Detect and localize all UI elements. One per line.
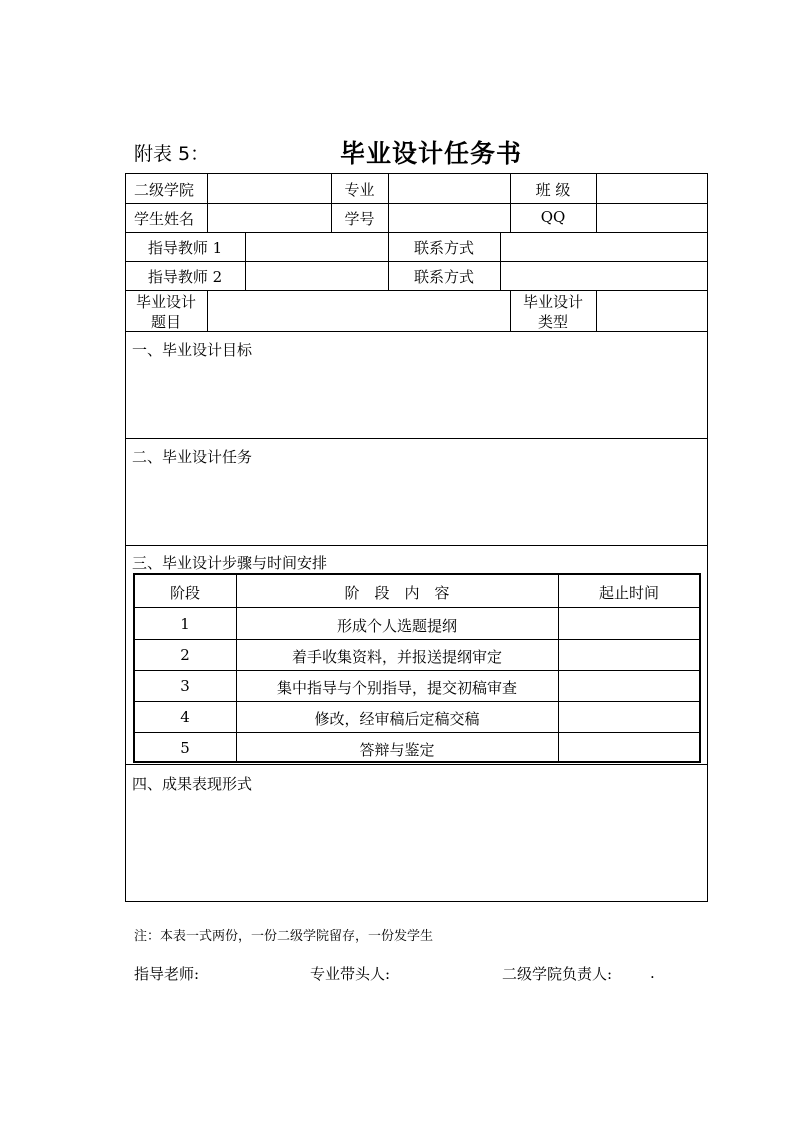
advisor-signature-label: 指导老师: bbox=[134, 965, 200, 983]
topic-label-line1: 毕业设计 bbox=[135, 293, 196, 311]
college-head-signature-label: 二级学院负责人: bbox=[502, 965, 613, 983]
major-label: 专业 bbox=[344, 181, 375, 199]
topic-label-line2: 题目 bbox=[150, 313, 181, 331]
row-divider bbox=[125, 438, 708, 439]
schedule-row-divider bbox=[134, 607, 700, 608]
row-divider bbox=[125, 232, 708, 233]
schedule-row-divider bbox=[134, 701, 700, 702]
schedule-header-time: 起止时间 bbox=[598, 584, 659, 602]
type-label-line1: 毕业设计 bbox=[522, 293, 583, 311]
col-divider bbox=[388, 174, 389, 232]
row-divider bbox=[125, 290, 708, 291]
row-divider bbox=[125, 764, 708, 765]
section-output-heading: 四、成果表现形式 bbox=[132, 775, 253, 793]
advisor2-label: 指导教师 2 bbox=[147, 268, 223, 286]
schedule-content-cell: 形成个人选题提纲 bbox=[336, 617, 457, 635]
schedule-stage-cell: 4 bbox=[180, 708, 190, 726]
qq-label: QQ bbox=[540, 208, 566, 226]
student-id-label: 学号 bbox=[344, 210, 375, 228]
schedule-content-cell: 答辩与鉴定 bbox=[359, 741, 435, 759]
schedule-stage-cell: 3 bbox=[180, 677, 190, 695]
col-divider bbox=[207, 290, 208, 331]
student-name-label: 学生姓名 bbox=[134, 210, 195, 228]
section-task-heading: 二、毕业设计任务 bbox=[132, 448, 253, 466]
col-divider bbox=[596, 290, 597, 331]
type-label-line2: 类型 bbox=[537, 313, 568, 331]
contact2-label: 联系方式 bbox=[413, 268, 474, 286]
footnote: 注：本表一式两份，一份二级学院留存，一份发学生 bbox=[134, 929, 434, 944]
schedule-content-cell: 集中指导与个别指导，提交初稿审查 bbox=[276, 679, 517, 697]
advisor1-label: 指导教师 1 bbox=[147, 239, 223, 257]
row-divider bbox=[125, 203, 708, 204]
schedule-header-content: 阶 段 内 容 bbox=[344, 584, 450, 602]
college-label: 二级学院 bbox=[134, 181, 195, 199]
schedule-content-cell: 修改，经审稿后定稿交稿 bbox=[314, 710, 480, 728]
col-divider bbox=[245, 232, 246, 290]
major-head-signature-label: 专业带头人: bbox=[310, 965, 391, 983]
section-goal-heading: 一、毕业设计目标 bbox=[132, 341, 253, 359]
schedule-stage-cell: 5 bbox=[180, 739, 190, 757]
schedule-row-divider bbox=[134, 639, 700, 640]
row-divider bbox=[125, 261, 708, 262]
trailing-mark: . bbox=[650, 964, 655, 982]
schedule-content-cell: 着手收集资料，并报送提纲审定 bbox=[291, 648, 502, 666]
schedule-stage-cell: 2 bbox=[180, 646, 190, 664]
contact1-label: 联系方式 bbox=[413, 239, 474, 257]
col-divider bbox=[500, 232, 501, 290]
col-divider bbox=[207, 174, 208, 232]
schedule-row-divider bbox=[134, 670, 700, 671]
col-divider bbox=[596, 174, 597, 232]
page-title: 毕业设计任务书 bbox=[340, 139, 523, 168]
section-schedule-heading: 三、毕业设计步骤与时间安排 bbox=[132, 554, 328, 572]
schedule-header-stage: 阶段 bbox=[169, 584, 200, 602]
row-divider bbox=[125, 545, 708, 546]
row-divider bbox=[125, 331, 708, 332]
attachment-label: 附表 5： bbox=[134, 143, 210, 165]
schedule-row-divider bbox=[134, 732, 700, 733]
schedule-stage-cell: 1 bbox=[180, 615, 190, 633]
class-label: 班 级 bbox=[535, 181, 571, 199]
